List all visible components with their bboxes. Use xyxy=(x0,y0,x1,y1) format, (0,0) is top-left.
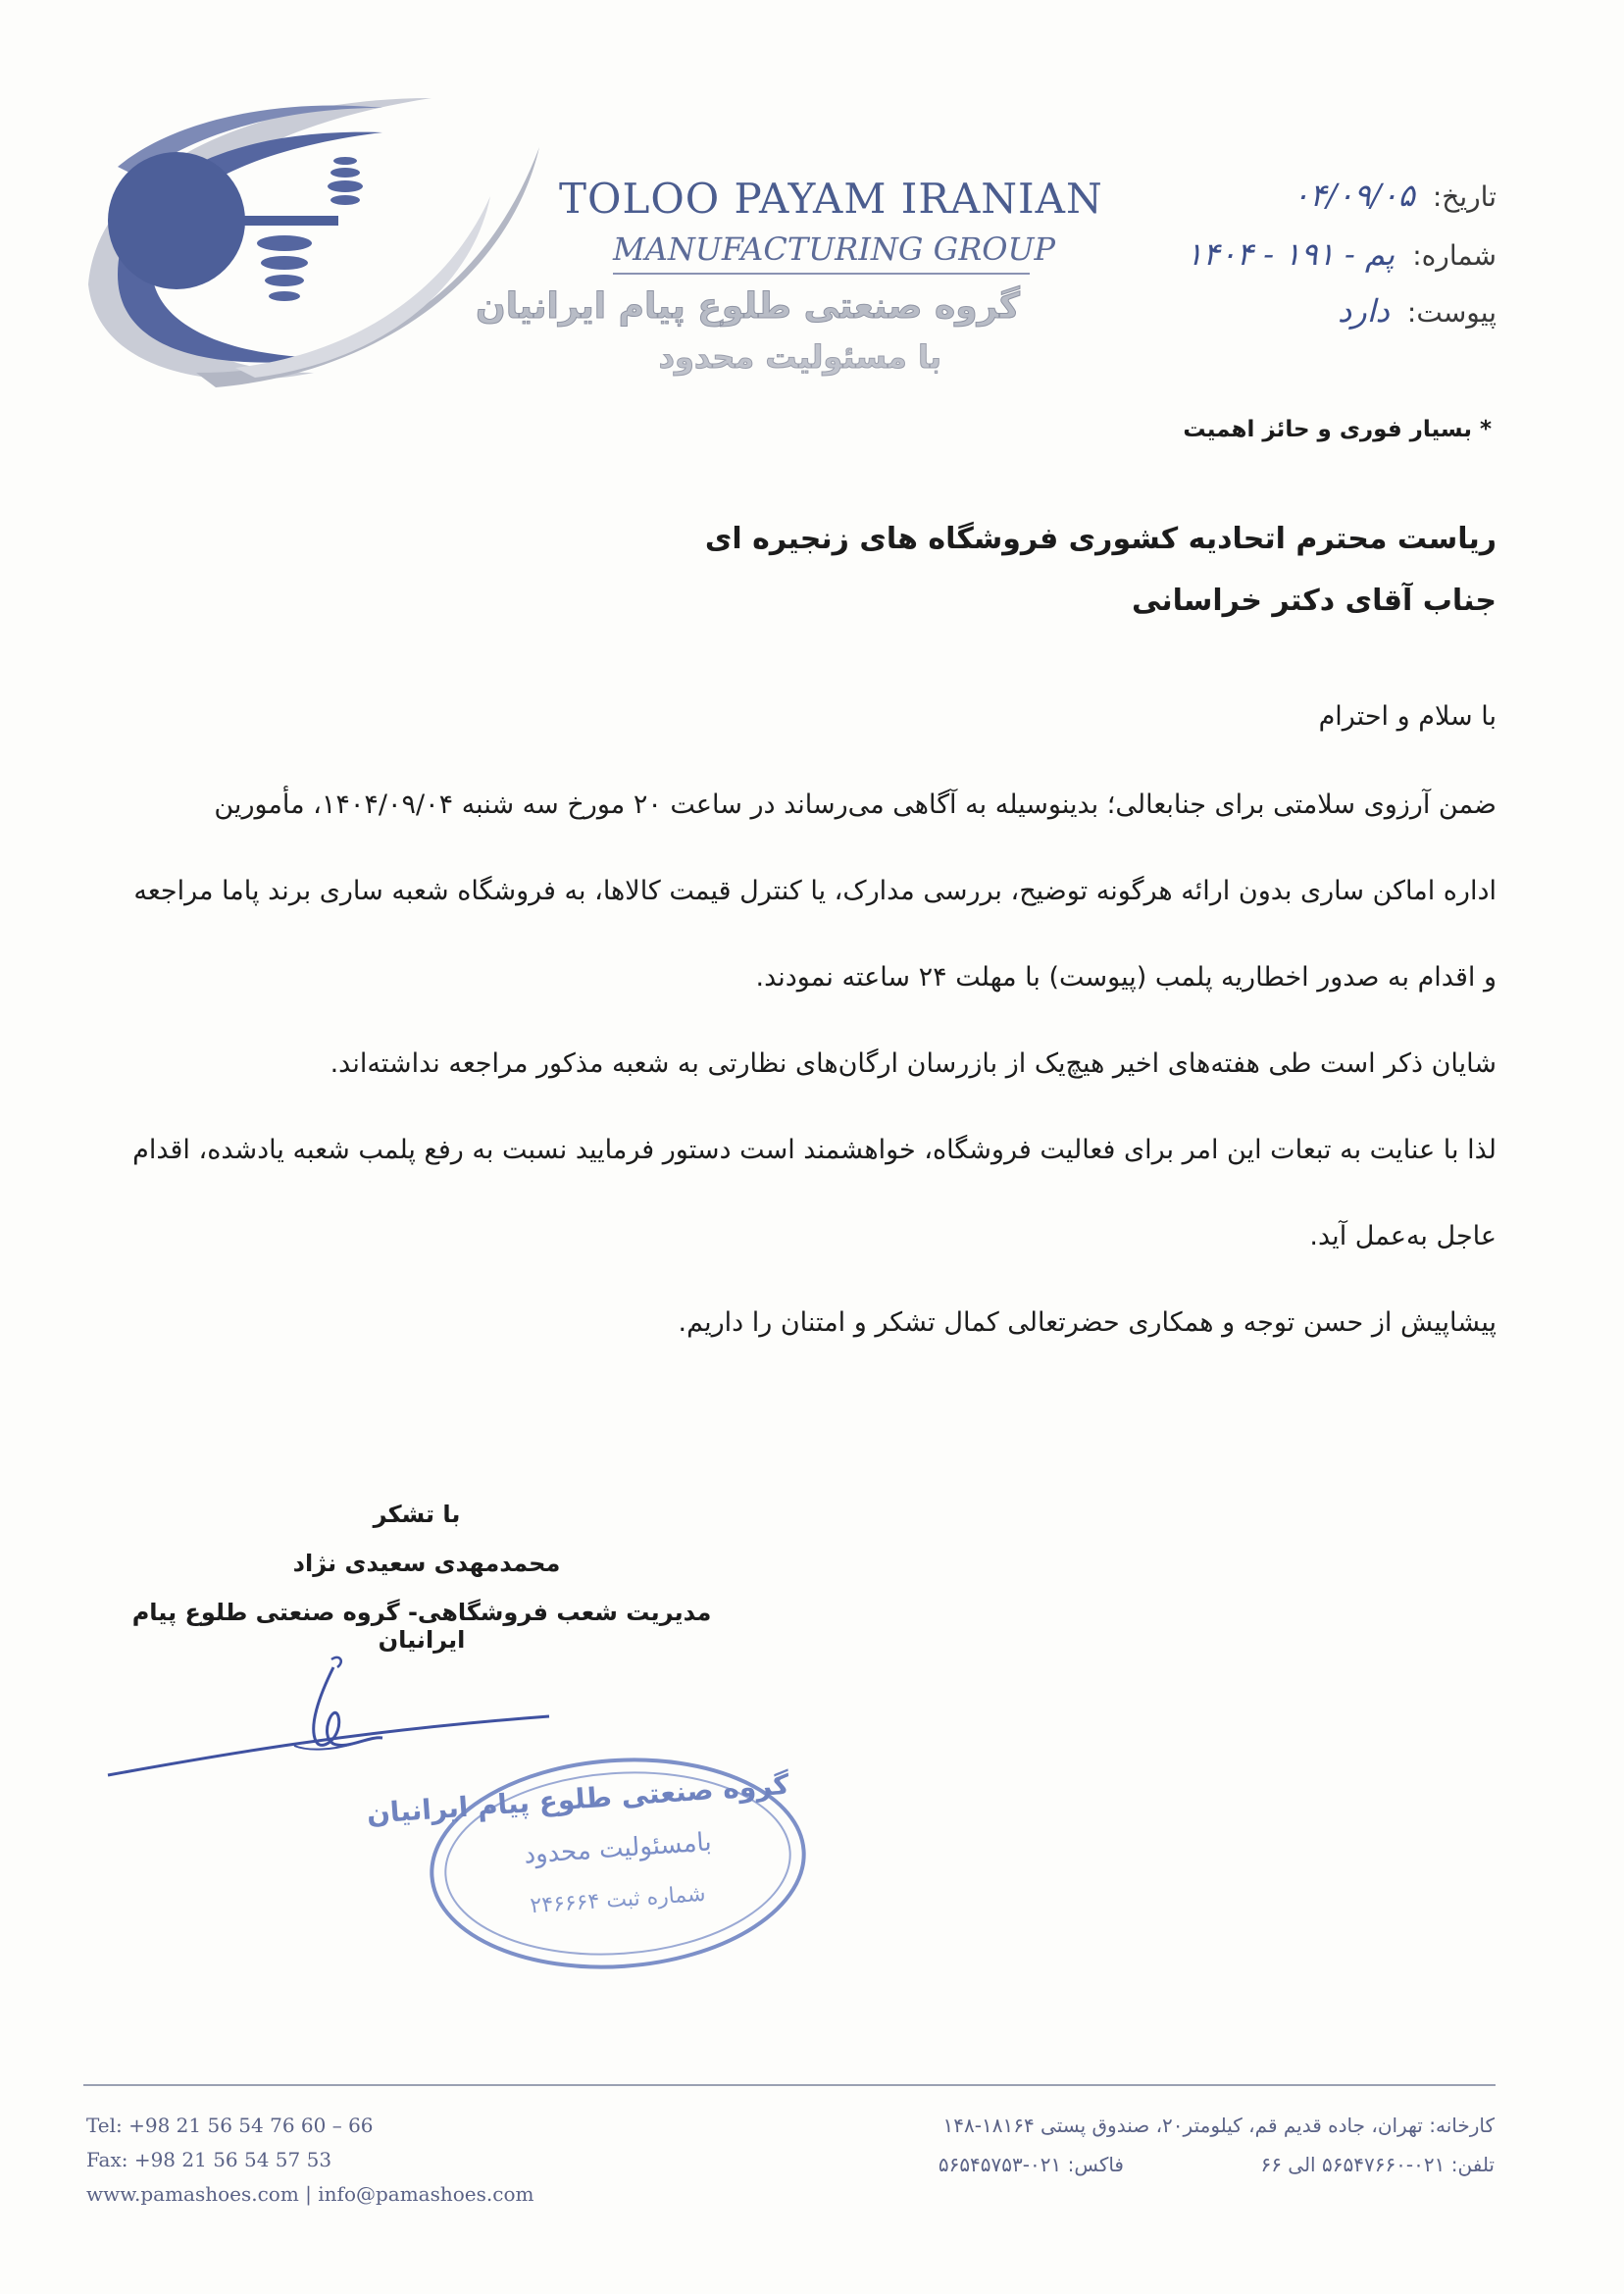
body-line: لذا با عنایت به تبعات این امر برای فعالیت فروشگاه، خواهشمند است دستور فرمایید نسبت به رفع پلمب شعبه یادشده، اقدام xyxy=(132,1135,1497,1165)
attachment-label: پیوست: xyxy=(1406,296,1497,329)
body-line: ضمن آرزوی سلامتی برای جنابعالی؛ بدینوسیله به آگاهی می‌رساند در ساعت ۲۰ مورخ سه شنبه ۱۴۰۴/۰۹/۰۴، مأمورین xyxy=(214,790,1497,820)
recipient-title: ریاست محترم اتحادیه کشوری فروشگاه های زنجیره ای xyxy=(704,522,1497,556)
signatory-name: محمدمهدی سعیدی نژاد xyxy=(292,1550,561,1577)
greeting: با سلام و احترام xyxy=(1318,701,1497,732)
body-line: پیشاپیش از حسن توجه و همکاری حضرتعالی کمال تشکر و امتنان را داریم. xyxy=(678,1307,1497,1338)
footer-web[interactable]: www.pamashoes.com | info@pamashoes.com xyxy=(86,2182,534,2206)
recipient-name: جناب آقای دکتر خراسانی xyxy=(1132,584,1497,618)
logo-english-subtitle: MANUFACTURING GROUP xyxy=(613,230,1056,268)
letter-date xyxy=(1293,177,1497,214)
logo-persian-name: گروه صنعتی طلوع پیام ایرانیان xyxy=(476,286,1020,327)
letter-number xyxy=(1186,235,1497,273)
logo-divider xyxy=(613,273,1030,275)
footer-phone-fa: تلفن: ۰۲۱-۵۶۵۴۷۶۶۰ الی ۶۶ xyxy=(1260,2153,1495,2176)
body-line: اداره اماکن ساری بدون ارائه هرگونه توضیح، بررسی مدارک، یا کنترل قیمت کالاها، به فروشگاه شعبه ساری برند پاما مراجعه xyxy=(133,876,1497,906)
number-value: پم - ۱۹۱ - ۱۴۰۴ xyxy=(1186,235,1396,273)
urgency-note: * بسیار فوری و حائز اهمیت xyxy=(1183,417,1492,442)
signature-closing: با تشکر xyxy=(373,1501,461,1528)
footer-tel: Tel: +98 21 56 54 76 60 – 66 xyxy=(86,2114,374,2137)
footer-address: کارخانه: تهران، جاده قدیم قم، کیلومتر۲۰، صندوق پستی ۱۸۱۶۴-۱۴۸ xyxy=(942,2114,1495,2137)
stamp-registration: شماره ثبت ۲۴۶۶۶۴ xyxy=(529,1881,707,1919)
footer-divider xyxy=(83,2084,1496,2086)
stamp-liability: بامسئولیت محدود xyxy=(523,1827,713,1870)
logo-english-name: TOLOO PAYAM IRANIAN xyxy=(559,175,1103,223)
number-label: شماره: xyxy=(1412,239,1497,272)
footer-fax-fa: فاکس: ۰۲۱-۵۶۵۴۵۷۵۳ xyxy=(938,2153,1124,2176)
signatory-title: مدیریت شعب فروشگاهی- گروه صنعتی طلوع پیام ایرانیان xyxy=(131,1599,712,1654)
body-line: شایان ذکر است طی هفته‌های اخیر هیچ‌یک از بازرسان ارگان‌های نظارتی به شعبه مذکور مراجعه نداشته‌اند. xyxy=(330,1048,1497,1079)
company-logo-graphic xyxy=(59,78,569,402)
logo-persian-subtitle: با مسئولیت محدود xyxy=(658,338,941,376)
stamp-company-name: گروه صنعتی طلوع پیام ایرانیان xyxy=(365,1767,790,1830)
attachment-value: دارد xyxy=(1338,292,1390,330)
footer-fax: Fax: +98 21 56 54 57 53 xyxy=(86,2148,332,2171)
date-value: ۰۴/۰۹/۰۵ xyxy=(1293,177,1415,214)
date-label: تاریخ: xyxy=(1432,180,1497,213)
body-line: عاجل به‌عمل آید. xyxy=(1309,1221,1497,1251)
letter-attachment xyxy=(1338,292,1497,330)
body-line: و اقدام به صدور اخطاریه پلمب (پیوست) با مهلت ۲۴ ساعته نمودند. xyxy=(755,962,1497,993)
